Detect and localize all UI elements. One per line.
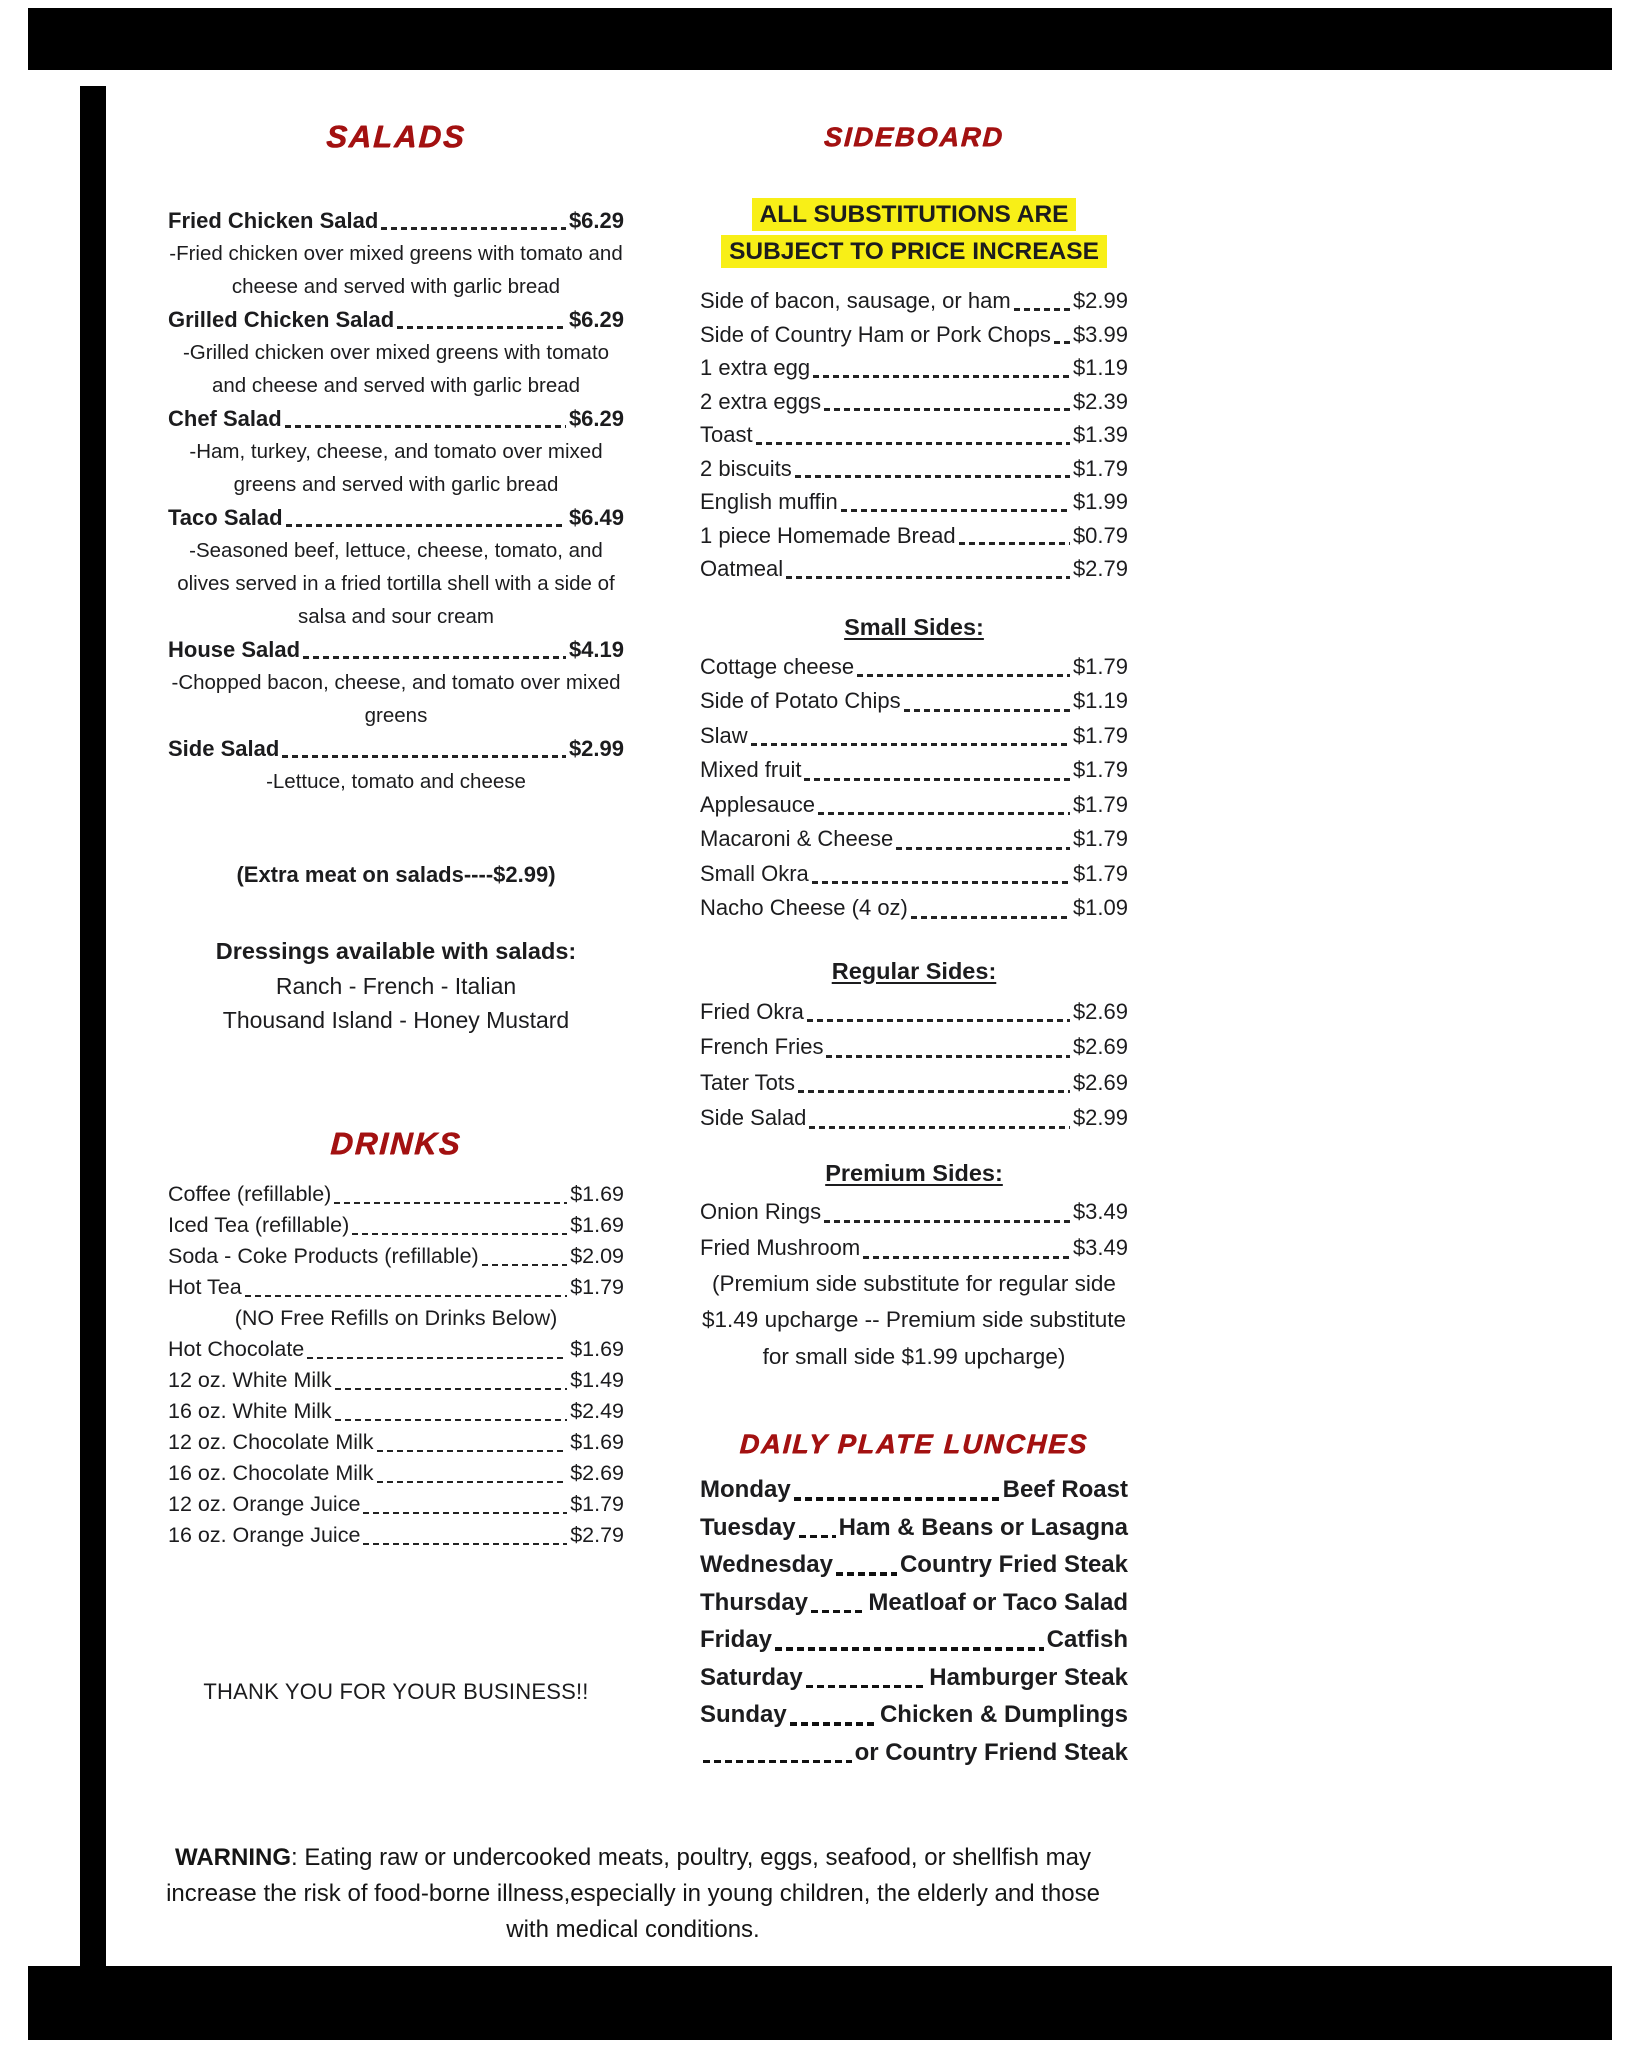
dotted-leader <box>798 1090 1070 1093</box>
day-label: Sunday <box>700 1701 787 1728</box>
menu-item-row <box>700 318 1128 352</box>
item-description: -Fried chicken over mixed greens with tomato and cheese and served with garlic bread <box>169 242 623 298</box>
menu-item-row <box>700 753 1128 788</box>
item-price: $2.99 <box>568 736 624 761</box>
dotted-leader <box>786 576 1070 579</box>
dotted-leader <box>363 1512 567 1515</box>
item-name: Hot Tea <box>168 1275 242 1299</box>
menu-item-row <box>168 1458 624 1489</box>
item-price: $2.99 <box>1072 288 1128 313</box>
item-name: 16 oz. Orange Juice <box>168 1523 361 1547</box>
daily-lunch-row <box>700 1696 1128 1734</box>
dotted-leader <box>1054 341 1070 344</box>
menu-item-row <box>168 1365 624 1396</box>
item-price: $1.79 <box>1072 791 1128 817</box>
daily-lunch-row <box>700 1546 1128 1584</box>
premium-upcharge-note: (Premium side substitute for regular side $1.49 upcharge -- Premium side substitute for small side $1.99 upcharge) <box>702 1270 1126 1369</box>
item-name: Mixed fruit <box>700 757 802 782</box>
dotted-leader <box>807 1019 1070 1022</box>
menu-item <box>168 501 624 633</box>
item-description: -Lettuce, tomato and cheese <box>266 770 526 793</box>
menu-item <box>168 204 624 303</box>
item-price: $2.99 <box>1072 1105 1128 1130</box>
item-name: Iced Tea (refillable) <box>168 1213 350 1237</box>
page-left-edge-shadow <box>80 86 106 1966</box>
menu-item-row <box>700 485 1128 519</box>
dotted-leader <box>335 1419 568 1422</box>
menu-item-row <box>168 501 624 534</box>
dotted-leader <box>959 542 1070 545</box>
menu-item-row <box>700 994 1128 1030</box>
menu-item-row <box>168 732 624 765</box>
item-name: Macaroni & Cheese <box>700 826 894 851</box>
item-description: -Chopped bacon, cheese, and tomato over mixed greens <box>171 671 621 727</box>
dotted-leader <box>794 1497 1000 1501</box>
meal-label: Beef Roast <box>1002 1476 1128 1503</box>
menu-item-row <box>700 788 1128 823</box>
item-name: Taco Salad <box>168 505 283 530</box>
substitution-notice <box>700 196 1128 270</box>
left-column <box>168 118 624 1707</box>
item-name: 2 biscuits <box>700 455 792 481</box>
item-price: $1.79 <box>1072 757 1128 782</box>
item-name: 12 oz. White Milk <box>168 1368 332 1392</box>
menu-item-row <box>700 650 1128 685</box>
item-price: $1.99 <box>1072 489 1128 514</box>
dotted-leader <box>811 1610 865 1614</box>
salads-section-title: SALADS <box>325 119 467 154</box>
right-column <box>700 118 1128 1771</box>
menu-item-row <box>700 452 1128 486</box>
item-price: $2.49 <box>570 1399 624 1423</box>
item-name: House Salad <box>168 637 301 662</box>
dotted-leader <box>397 326 566 329</box>
menu-item-row <box>700 1100 1128 1136</box>
dotted-leader <box>307 1357 567 1360</box>
meal-label: Ham & Beans or Lasagna <box>838 1513 1128 1541</box>
item-name: 16 oz. White Milk <box>168 1399 332 1423</box>
menu-item-row <box>168 204 624 237</box>
menu-item <box>168 633 624 732</box>
item-price: $1.39 <box>1072 422 1128 447</box>
daily-lunch-row <box>700 1509 1128 1547</box>
menu-item <box>168 732 624 798</box>
item-price: $1.19 <box>1072 688 1128 713</box>
item-price: $1.79 <box>570 1492 624 1516</box>
small-sides-title: Small Sides: <box>844 613 984 640</box>
menu-item-row <box>700 822 1128 857</box>
dotted-leader <box>836 1572 897 1576</box>
dotted-leader <box>335 1388 568 1391</box>
dotted-leader <box>352 1233 567 1236</box>
regular-sides-list <box>700 994 1128 1136</box>
menu-item-row <box>168 1427 624 1458</box>
menu-item-row <box>700 1065 1128 1101</box>
menu-item-row <box>168 303 624 336</box>
dotted-leader <box>482 1264 567 1267</box>
item-name: Nacho Cheese (4 oz) <box>700 895 908 920</box>
day-label: Saturday <box>700 1663 803 1691</box>
item-name: Chef Salad <box>168 406 282 431</box>
day-label: Wednesday <box>700 1551 833 1578</box>
item-name: Tater Tots <box>700 1069 795 1095</box>
daily-plate-lunches-title: DAILY PLATE LUNCHES <box>738 1429 1090 1459</box>
menu-item-row <box>168 1210 624 1241</box>
dotted-leader <box>826 1055 1069 1058</box>
thank-you-message: THANK YOU FOR YOUR BUSINESS!! <box>203 1679 589 1704</box>
menu-item-row <box>168 1179 624 1210</box>
regular-sides-title: Regular Sides: <box>831 957 997 984</box>
menu-item-row <box>700 891 1128 926</box>
day-label: Monday <box>700 1476 791 1503</box>
item-name: Applesauce <box>700 791 815 817</box>
item-description: -Grilled chicken over mixed greens with tomato and cheese and served with garlic bread <box>182 341 610 397</box>
dotted-leader <box>751 743 1070 746</box>
dotted-leader <box>911 916 1070 919</box>
item-price: $1.79 <box>1072 860 1128 886</box>
item-price: $3.99 <box>1072 321 1128 347</box>
dressings-options-line: Ranch - French - Italian <box>275 973 517 999</box>
dotted-leader <box>286 524 566 527</box>
menu-item-row <box>700 418 1128 452</box>
menu-item-row <box>168 1489 624 1520</box>
dotted-leader <box>824 408 1070 411</box>
menu-item-row <box>700 519 1128 553</box>
item-price: $6.29 <box>568 307 624 332</box>
menu-item-row <box>700 284 1128 318</box>
item-price: $3.49 <box>1072 1234 1128 1260</box>
item-price: $0.79 <box>1072 522 1128 548</box>
item-name: Oatmeal <box>700 556 784 581</box>
dotted-leader <box>799 1535 836 1539</box>
item-price: $2.69 <box>1072 1069 1128 1095</box>
dotted-leader <box>804 778 1069 781</box>
menu-item-row <box>700 1194 1128 1230</box>
item-price: $6.49 <box>568 505 624 530</box>
day-label: Friday <box>700 1626 773 1653</box>
item-name: Onion Rings <box>700 1198 822 1224</box>
item-description: -Ham, turkey, cheese, and tomato over mixed greens and served with garlic bread <box>189 440 603 496</box>
no-refills-note: (NO Free Refills on Drinks Below) <box>234 1306 558 1330</box>
menu-item-row <box>700 719 1128 754</box>
item-description: -Seasoned beef, lettuce, cheese, tomato, and olives served in a fried tortilla shell with a side of salsa and sour cream <box>177 539 615 628</box>
dotted-leader <box>285 425 566 428</box>
drinks-section-title: DRINKS <box>329 1126 463 1161</box>
menu-item-row <box>700 552 1128 586</box>
daily-lunch-row <box>700 1621 1128 1659</box>
daily-lunch-row <box>700 1734 1128 1772</box>
menu-item-row <box>700 385 1128 419</box>
item-price: $2.79 <box>570 1523 624 1547</box>
menu-item-row <box>700 857 1128 892</box>
daily-lunch-row <box>700 1584 1128 1622</box>
item-price: $6.29 <box>568 208 624 233</box>
food-safety-warning <box>158 1840 1108 1948</box>
meal-label: Hamburger Steak <box>929 1663 1128 1691</box>
warning-text: : Eating raw or undercooked meats, poultry, eggs, seafood, or shellfish may increase the risk of food-borne illness,especially in young children, the elderly and those with medical conditions. <box>166 1844 1100 1943</box>
menu-item-row <box>700 684 1128 719</box>
dotted-leader <box>863 1256 1070 1259</box>
menu-item-row <box>700 1029 1128 1065</box>
item-name: French Fries <box>700 1034 824 1059</box>
item-name: Hot Chocolate <box>168 1337 305 1361</box>
item-name: Cottage cheese <box>700 653 855 679</box>
dotted-leader <box>812 881 1070 884</box>
small-sides-list <box>700 650 1128 926</box>
item-name: Small Okra <box>700 860 809 886</box>
item-name: Side Salad <box>700 1105 807 1130</box>
dotted-leader <box>809 1126 1070 1129</box>
dotted-leader <box>282 755 566 758</box>
item-price: $3.49 <box>1072 1198 1128 1224</box>
meal-label: Catfish <box>1046 1626 1128 1653</box>
menu-item-row <box>168 402 624 435</box>
item-name: 2 extra eggs <box>700 388 822 414</box>
dotted-leader <box>790 1722 877 1726</box>
item-name: Fried Mushroom <box>700 1234 861 1260</box>
dotted-leader <box>377 1450 568 1453</box>
dotted-leader <box>813 375 1070 378</box>
menu-item <box>168 402 624 501</box>
item-price: $2.09 <box>570 1244 624 1268</box>
item-name: Fried Okra <box>700 998 804 1024</box>
dotted-leader <box>303 656 566 659</box>
menu-item-row <box>168 1396 624 1427</box>
menu-item <box>168 303 624 402</box>
item-price: $1.79 <box>1072 455 1128 481</box>
dotted-leader <box>377 1481 568 1484</box>
dotted-leader <box>857 674 1070 677</box>
daily-lunch-row <box>700 1471 1128 1509</box>
item-price: $6.29 <box>568 406 624 431</box>
dotted-leader <box>381 227 566 230</box>
meal-label: Country Fried Steak <box>899 1551 1128 1578</box>
item-price: $1.79 <box>1072 826 1128 851</box>
day-label: Thursday <box>700 1588 809 1616</box>
item-name: Fried Chicken Salad <box>168 208 379 233</box>
menu-item-row <box>700 1230 1128 1266</box>
dotted-leader <box>896 847 1070 850</box>
item-price: $1.79 <box>1072 653 1128 679</box>
dressings-block <box>168 933 624 1037</box>
item-name: Grilled Chicken Salad <box>168 307 395 332</box>
meal-label: or Country Friend Steak <box>854 1738 1128 1766</box>
dressings-title: Dressings available with salads: <box>215 938 577 964</box>
item-name: Slaw <box>700 722 748 748</box>
dotted-leader <box>795 475 1070 478</box>
dotted-leader <box>756 442 1070 445</box>
item-name: Side of bacon, sausage, or ham <box>700 288 1011 313</box>
item-name: English muffin <box>700 489 838 514</box>
dotted-leader <box>363 1543 567 1546</box>
dotted-leader <box>334 1202 567 1205</box>
highlighted-text: ALL SUBSTITUTIONS ARE SUBJECT TO PRICE INCREASE <box>721 198 1107 268</box>
item-price: $2.69 <box>570 1461 624 1485</box>
item-price: $1.69 <box>570 1337 624 1361</box>
salads-list <box>168 204 624 798</box>
item-name: Toast <box>700 422 753 447</box>
item-price: $1.49 <box>570 1368 624 1392</box>
item-name: 1 extra egg <box>700 355 811 380</box>
meal-label: Chicken & Dumplings <box>879 1701 1128 1728</box>
menu-item-row <box>168 1520 624 1551</box>
dotted-leader <box>841 509 1070 512</box>
item-name: 1 piece Homemade Bread <box>700 522 956 548</box>
daily-lunch-row <box>700 1659 1128 1697</box>
menu-item-row <box>168 1241 624 1272</box>
item-price: $2.69 <box>1072 1034 1128 1059</box>
premium-sides-title: Premium Sides: <box>825 1159 1003 1186</box>
item-price: $2.39 <box>1072 388 1128 414</box>
dotted-leader <box>245 1295 567 1298</box>
dotted-leader <box>1014 308 1070 311</box>
dotted-leader <box>824 1220 1070 1223</box>
menu-item-row <box>168 1334 624 1365</box>
dotted-leader <box>775 1647 1044 1651</box>
item-name: Side of Country Ham or Pork Chops <box>700 321 1051 347</box>
item-name: 12 oz. Orange Juice <box>168 1492 361 1516</box>
item-price: $1.79 <box>1072 722 1128 748</box>
item-name: Side Salad <box>168 736 280 761</box>
premium-sides-list <box>700 1194 1128 1376</box>
item-price: $1.69 <box>570 1430 624 1454</box>
top-black-bar <box>28 8 1612 70</box>
menu-item-row <box>168 1272 624 1303</box>
item-name: 12 oz. Chocolate Milk <box>168 1430 374 1454</box>
dotted-leader <box>904 709 1070 712</box>
dressings-options-line: Thousand Island - Honey Mustard <box>222 1007 570 1033</box>
item-price: $1.09 <box>1072 895 1128 920</box>
bottom-black-bar <box>28 1966 1612 2040</box>
extra-meat-note: (Extra meat on salads----$2.99) <box>236 862 556 887</box>
meal-label: Meatloaf or Taco Salad <box>868 1588 1128 1616</box>
menu-item-row <box>700 351 1128 385</box>
item-price: $2.69 <box>1072 998 1128 1024</box>
item-name: Side of Potato Chips <box>700 688 901 713</box>
dotted-leader <box>703 1760 852 1764</box>
dotted-leader <box>818 812 1070 815</box>
drinks-list <box>168 1179 624 1551</box>
item-price: $1.79 <box>570 1275 624 1299</box>
item-price: $1.69 <box>570 1182 624 1206</box>
day-label: Tuesday <box>700 1513 796 1541</box>
item-name: 16 oz. Chocolate Milk <box>168 1461 374 1485</box>
warning-label: WARNING <box>175 1844 292 1871</box>
item-price: $1.69 <box>570 1213 624 1237</box>
item-price: $2.79 <box>1072 556 1128 581</box>
sideboard-section-title: SIDEBOARD <box>823 122 1005 152</box>
item-price: $1.19 <box>1072 355 1128 380</box>
sideboard-list <box>700 284 1128 586</box>
item-name: Soda - Coke Products (refillable) <box>168 1244 479 1268</box>
dotted-leader <box>806 1685 927 1689</box>
menu-item-row <box>168 633 624 666</box>
item-name: Coffee (refillable) <box>168 1182 332 1206</box>
daily-plate-lunches-list <box>700 1471 1128 1771</box>
item-price: $4.19 <box>568 637 624 662</box>
